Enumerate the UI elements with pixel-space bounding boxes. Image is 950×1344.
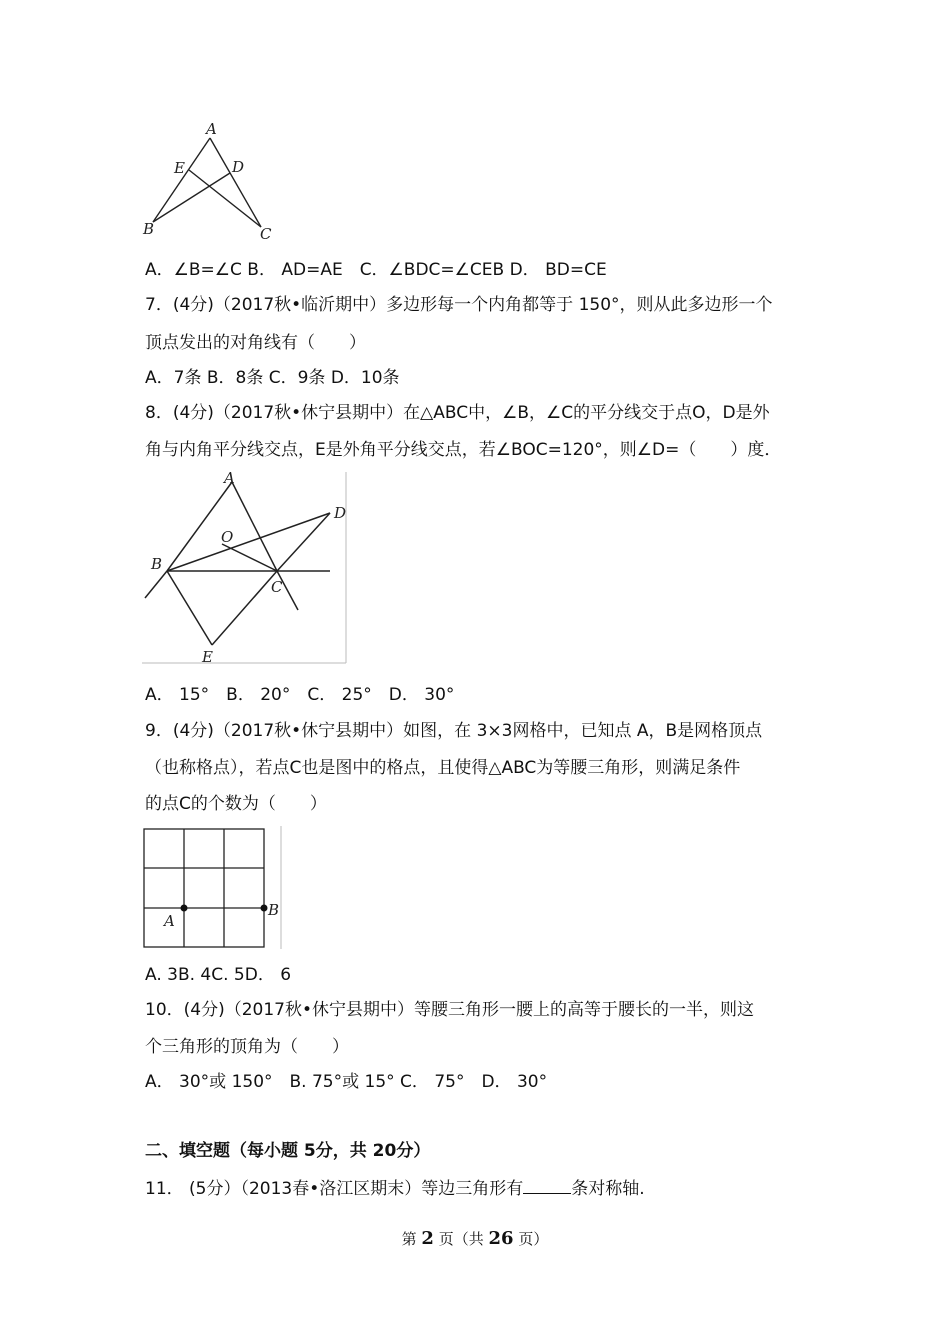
segment-ec (212, 571, 277, 645)
q10-stem-line1: 10．(4分)（2017秋•休宁县期中）等腰三角形一腰上的高等于腰长的一半，则这 (145, 1000, 755, 1020)
q10-stem-line2: 个三角形的顶角为（ ） (145, 1037, 349, 1057)
q6-options: A．∠B=∠C B． AD=AE C．∠BDC=∠CEB D． BD=CE (145, 260, 607, 280)
segment-ba (167, 482, 232, 571)
q8-options: A． 15° B． 20° C． 25° D． 30° (145, 685, 455, 705)
grid-lines (144, 829, 264, 947)
q9-stem-line1: 9．(4分)（2017秋•休宁县期中）如图，在 3×3网格中，已知点 A，B是网格顶点 (145, 721, 763, 741)
q8-stem-line2: 角与内角平分线交点，E是外角平分线交点，若∠BOC=120°，则∠D=（ ）度． (145, 440, 782, 460)
footer-suffix: 页） (513, 1230, 549, 1248)
label-d: D (232, 158, 245, 176)
label-e: E (202, 648, 213, 666)
segment-ce (189, 170, 261, 227)
point-b (261, 905, 268, 912)
segment-oc (222, 544, 277, 571)
segment-bd (153, 173, 230, 222)
segment-b-extended (145, 571, 167, 598)
figure-q6-triangle (138, 118, 278, 248)
q11-stem (145, 1176, 645, 1200)
q7-options: A．7条 B．8条 C．9条 D．10条 (145, 368, 400, 388)
footer-middle: 页（共 (433, 1230, 489, 1248)
section-2-heading: 二、填空题（每小题 5分，共 20分） (145, 1141, 431, 1161)
footer-prefix: 第 (401, 1230, 422, 1248)
label-c: C (260, 225, 272, 243)
segment-be (167, 571, 212, 645)
label-o: O (221, 528, 234, 546)
label-c: C (271, 578, 283, 596)
point-a (181, 905, 188, 912)
label-b: B (143, 220, 155, 238)
label-b: B (268, 901, 280, 919)
figure-q9-grid (140, 824, 290, 954)
footer-total-pages: 26 (488, 1228, 514, 1249)
label-a: A (224, 470, 235, 487)
q8-stem-line1: 8．(4分)（2017秋•休宁县期中）在△ABC中，∠B，∠C的平分线交于点O，D是外 (145, 403, 770, 423)
q7-stem-line2: 顶点发出的对角线有（ ） (145, 333, 366, 353)
label-a: A (164, 912, 175, 930)
q7-stem-line1: 7．(4分)（2017秋•临沂期中）多边形每一个内角都等于 150°，则从此多边形一个 (145, 295, 773, 315)
q11-text-after: 条对称轴. (571, 1179, 645, 1199)
footer-page-number: 2 (421, 1228, 434, 1249)
q11-text-before: 11． (5分）（2013春•洛江区期末）等边三角形有 (145, 1179, 524, 1199)
label-e: E (174, 159, 185, 177)
label-d: D (334, 504, 347, 522)
label-a: A (206, 120, 217, 138)
label-b: B (151, 555, 163, 573)
q10-options: A． 30°或 150° B. 75°或 15° C． 75° D． 30° (145, 1072, 548, 1092)
segment-ac (232, 482, 277, 571)
page-footer (0, 1228, 950, 1249)
figure-q8-bisectors (140, 470, 350, 670)
segment-bd (167, 513, 330, 571)
segment-ac (210, 138, 261, 227)
q9-stem-line2: （也称格点），若点C也是图中的格点，且使得△ABC为等腰三角形，则满足条件 (145, 758, 741, 778)
q9-options: A. 3B. 4C. 5D． 6 (145, 965, 292, 985)
q9-stem-line3: 的点C的个数为（ ） (145, 794, 327, 814)
q11-answer-blank[interactable] (523, 1176, 571, 1194)
